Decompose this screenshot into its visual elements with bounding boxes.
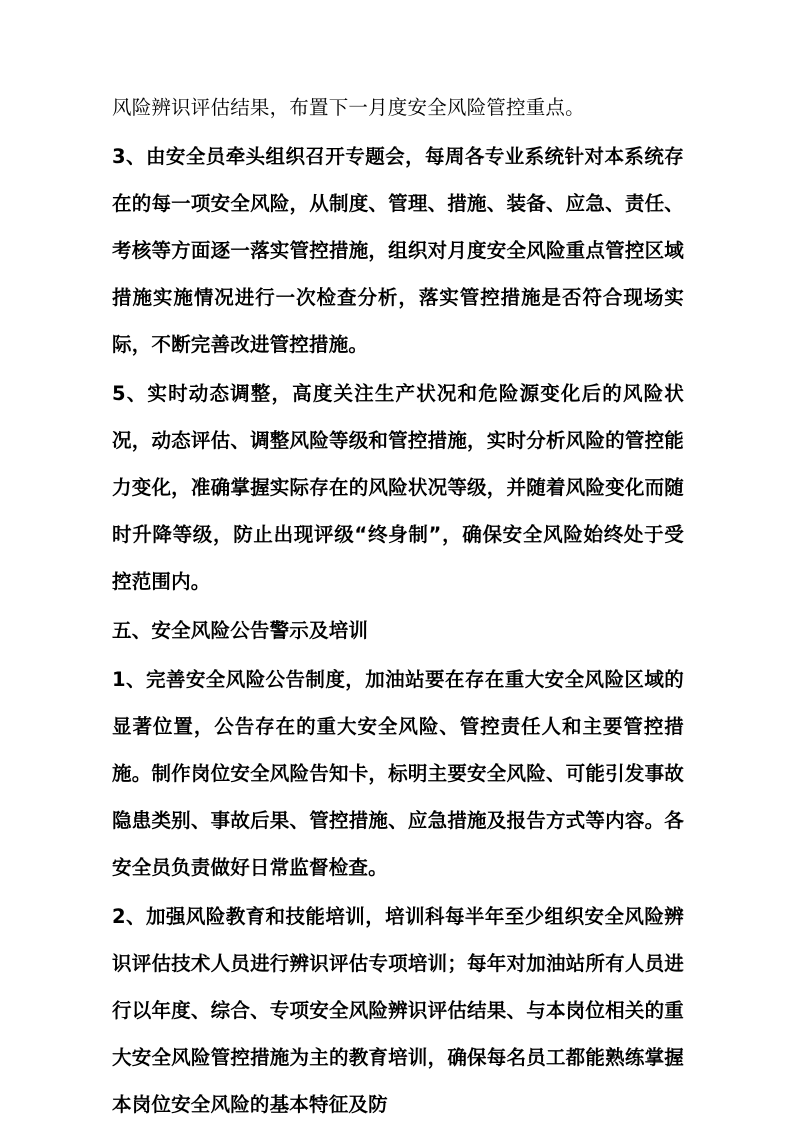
document-body xyxy=(112,84,684,1130)
heading-section-five: 五、安全风险公告警示及培训 xyxy=(112,619,369,642)
paragraph-item-1: 1、完善安全风险公告制度，加油站要在存在重大安全风险区域的显著位置，公告存在的重大安全风险、管控责任人和主要管控措施。制作岗位安全风险告知卡，标明主要安全风险、可能引发事故隐患类别、事故后果、管控措施、应急措施及报告方式等内容。各安全员负责做好日常监督检查。 xyxy=(112,668,684,879)
paragraph-item-3: 3、由安全员牵头组织召开专题会，每周各专业系统针对本系统存在的每一项安全风险，从制度、管理、措施、装备、应急、责任、考核等方面逐一落实管控措施，组织对月度安全风险重点管控区域措施实施情况进行一次检查分析，落实管控措施是否符合现场实际，不断完善改进管控措施。 xyxy=(112,145,684,356)
paragraph-item-5: 5、实时动态调整，高度关注生产状况和危险源变化后的风险状况，动态评估、调整风险等级和管控措施，实时分析风险的管控能力变化，准确掌握实际存在的风险状况等级，并随着风险变化而随时升降等级，防止出现评级“终身制”，确保安全风险始终处于受控范围内。 xyxy=(112,382,684,593)
paragraph-continuation: 风险辨识评估结果，布置下一月度安全风险管控重点。 xyxy=(112,96,585,119)
paragraph-item-2: 2、加强风险教育和技能培训，培训科每半年至少组织安全风险辨识评估技术人员进行辨识评估专项培训；每年对加油站所有人员进行以年度、综合、专项安全风险辨识评估结果、与本岗位相关的重大安全风险管控措施为主的教育培训，确保每名员工都能熟练掌握本岗位安全风险的基本特征及防 xyxy=(112,905,684,1116)
